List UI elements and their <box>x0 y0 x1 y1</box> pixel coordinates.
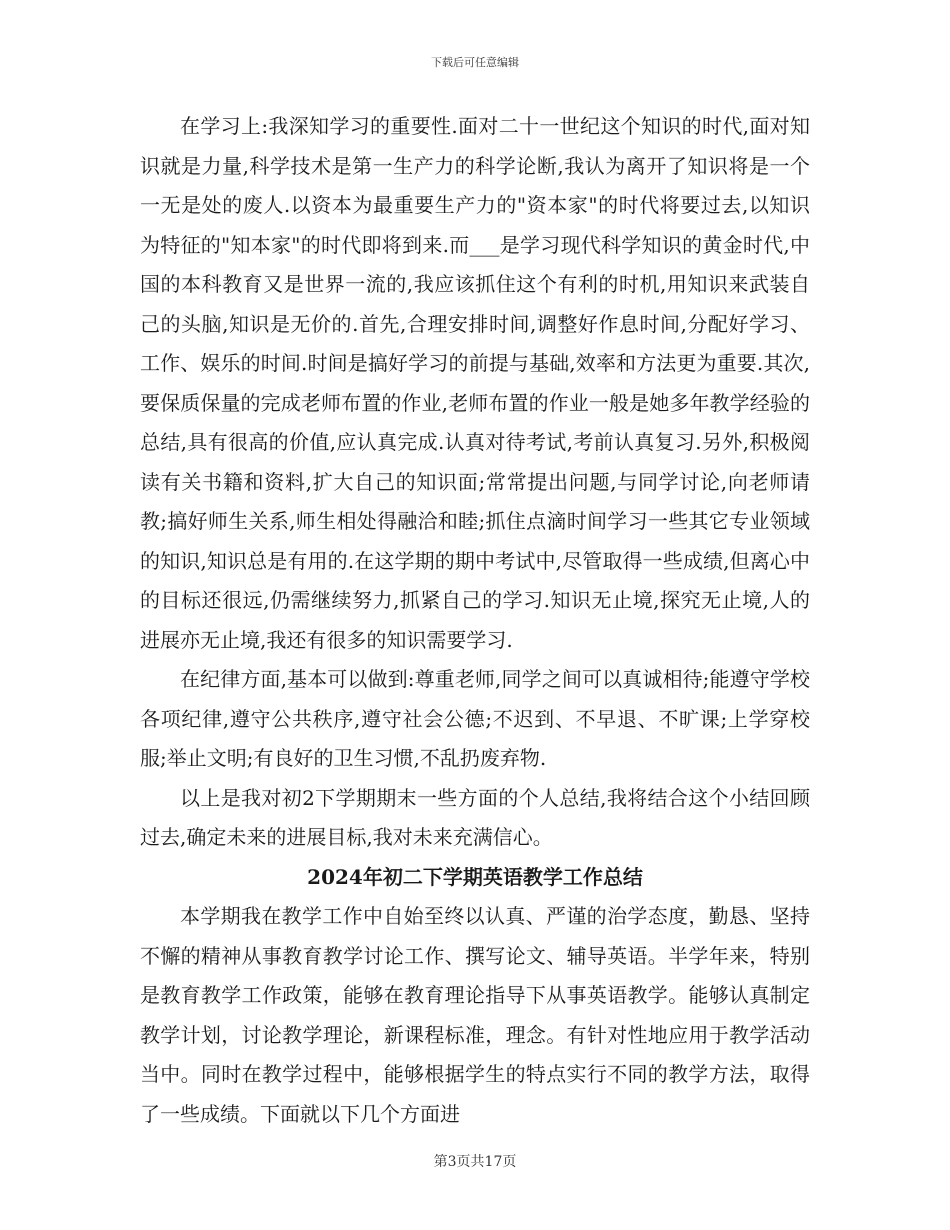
page-number: 第3页共17页 <box>433 1154 517 1170</box>
paragraph-conclusion: 以上是我对初2下学期期末一些方面的个人总结,我将结合这个小结回顾过去,确定未来的进展目标,我对未来充满信心。 <box>140 785 810 849</box>
paragraph-english-teaching: 本学期我在教学工作中自始至终以认真、严谨的治学态度，勤恳、坚持不懈的精神从事教育教学讨论工作、撰写论文、辅导英语。半学年来，特别是教育教学工作政策，能够在教育理论指导下从事英语教学。能够认真制定教学计划，讨论教学理论，新课程标准，理念。有针对性地应用于教学活动当中。同时在教学过程中，能够根据学生的特点实行不同的教学方法，取得了一些成绩。下面就以下几个方面进 <box>140 904 810 1126</box>
section-title: 2024年初二下学期英语教学工作总结 <box>307 864 643 889</box>
document-body <box>140 107 810 1134</box>
paragraph-discipline: 在纪律方面,基本可以做到:尊重老师,同学之间可以真诚相待;能遵守学校各项纪律,遵守公共秩序,遵守社会公德;不迟到、不早退、不旷课;上学穿校服;举止文明;有良好的卫生习惯,不乱扔废弃物. <box>140 667 810 770</box>
paragraph-study: 在学习上:我深知学习的重要性.面对二十一世纪这个知识的时代,面对知识就是力量,科学技术是第一生产力的科学论断,我认为离开了知识将是一个一无是处的废人.以资本为最重要生产力的"资本家"的时代将要过去,以知识为特征的"知本家"的时代即将到来.而___是学习现代科学知识的黄金时代,中国的本科教育又是世界一流的,我应该抓住这个有利的时机,用知识来武装自己的头脑,知识是无价的.首先,合理安排时间,调整好作息时间,分配好学习、工作、娱乐的时间.时间是搞好学习的前提与基础,效率和方法更为重要.其次,要保质保量的完成老师布置的作业,老师布置的作业一般是她多年教学经验的总结,具有很高的价值,应认真完成.认真对待考试,考前认真复习.另外,积极阅读有关书籍和资料,扩大自己的知识面;常常提出问题,与同学讨论,向老师请教;搞好师生关系,师生相处得融洽和睦;抓住点滴时间学习一些其它专业领域的知识,知识总是有用的.在这学期的期中考试中,尽管取得一些成绩,但离心中的目标还很远,仍需继续努力,抓紧自己的学习.知识无止境,探究无止境,人的进展亦无止境,我还有很多的知识需要学习. <box>140 114 810 652</box>
page-header: 下载后可任意编辑 <box>431 56 519 69</box>
